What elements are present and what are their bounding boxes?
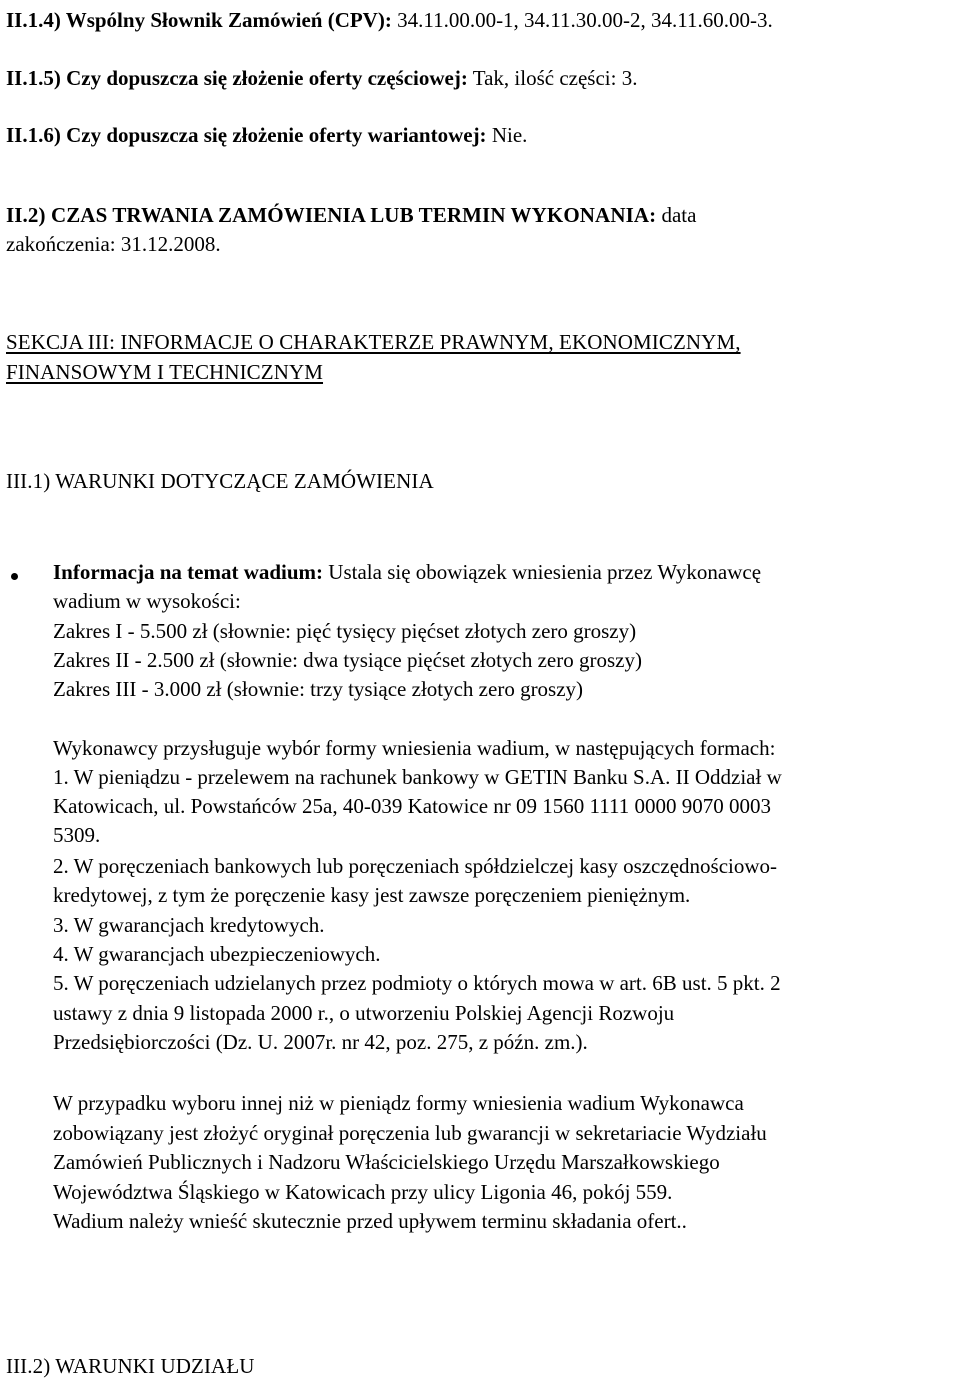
wadium-line-1 <box>53 558 761 587</box>
paragraph-line-1: W przypadku wyboru innej niż w pieniądz formy wniesienia wadium Wykonawca <box>53 1091 744 1115</box>
partial-offer-label: II.1.5) Czy dopuszcza się złożenie oferty częściowej: <box>6 66 468 90</box>
duration-date: zakończenia: 31.12.2008. <box>6 232 221 256</box>
wadium-line-2: wadium w wysokości: <box>53 589 241 613</box>
partial-offer-value: Tak, ilość części: 3. <box>467 66 638 90</box>
variant-offer-line <box>6 121 527 150</box>
paragraph-line-2: zobowiązany jest złożyć oryginał poręczenia lub gwarancji w sekretariacie Wydziału <box>53 1121 767 1145</box>
form-2-line-2: kredytowej, z tym że poręczenie kasy jest zawsze poręczeniem pieniężnym. <box>53 883 691 907</box>
partial-offer-line <box>6 64 637 93</box>
form-5-line-1: 5. W poręczeniach udzielanych przez podmioty o których mowa w art. 6B ust. 5 pkt. 2 <box>53 971 781 995</box>
cpv-value: 34.11.00.00-1, 34.11.30.00-2, 34.11.60.00-3. <box>391 8 773 32</box>
section-3-title-line-1: SEKCJA III: INFORMACJE O CHARAKTERZE PRAWNYM, EKONOMICZNYM, <box>6 330 741 354</box>
duration-label: II.2) CZAS TRWANIA ZAMÓWIENIA LUB TERMIN WYKONANIA: <box>6 203 657 227</box>
section-3-1-heading: III.1) WARUNKI DOTYCZĄCE ZAMÓWIENIA <box>6 469 434 493</box>
wadium-label: Informacja na temat wadium: <box>53 560 324 584</box>
section-3-2-heading: III.2) WARUNKI UDZIAŁU <box>6 1354 255 1378</box>
paragraph-line-4: Województwa Śląskiego w Katowicach przy ulicy Ligonia 46, pokój 559. <box>53 1180 673 1204</box>
zakres-2: Zakres II - 2.500 zł (słownie: dwa tysiące pięćset złotych zero groszy) <box>53 648 642 672</box>
cpv-label: II.1.4) Wspólny Słownik Zamówień (CPV): <box>6 8 392 32</box>
paragraph-line-3: Zamówień Publicznych i Nadzoru Właścicielskiego Urzędu Marszałkowskiego <box>53 1150 720 1174</box>
forms-intro: Wykonawcy przysługuje wybór formy wniesienia wadium, w następujących formach: <box>53 736 776 760</box>
cpv-line <box>6 6 773 35</box>
paragraph-line-5: Wadium należy wnieść skutecznie przed upływem terminu składania ofert.. <box>53 1209 687 1233</box>
form-1-line-2: Katowicach, ul. Powstańców 25a, 40-039 Katowice nr 09 1560 1111 0000 9070 0003 <box>53 794 771 818</box>
section-3-title-line-2: FINANSOWYM I TECHNICZNYM <box>6 360 324 384</box>
variant-offer-label: II.1.6) Czy dopuszcza się złożenie oferty wariantowej: <box>6 123 487 147</box>
form-1-line-3: 5309. <box>53 823 101 847</box>
wadium-value: Ustala się obowiązek wniesienia przez Wykonawcę <box>323 560 762 584</box>
form-1-line-1: 1. W pieniądzu - przelewem na rachunek bankowy w GETIN Banku S.A. II Oddział w <box>53 765 782 789</box>
form-2-line-1: 2. W poręczeniach bankowych lub poręczeniach spółdzielczej kasy oszczędnościowo- <box>53 854 778 878</box>
variant-offer-value: Nie. <box>486 123 528 147</box>
duration-value: data <box>656 203 697 227</box>
form-3: 3. W gwarancjach kredytowych. <box>53 913 325 937</box>
zakres-1: Zakres I - 5.500 zł (słownie: pięć tysięcy pięćset złotych zero groszy) <box>53 619 637 643</box>
form-5-line-3: Przedsiębiorczości (Dz. U. 2007r. nr 42, poz. 275, z późn. zm.). <box>53 1030 588 1054</box>
duration-line <box>6 201 696 230</box>
form-4: 4. W gwarancjach ubezpieczeniowych. <box>53 942 381 966</box>
form-5-line-2: ustawy z dnia 9 listopada 2000 r., o utworzeniu Polskiej Agencji Rozwoju <box>53 1001 675 1025</box>
zakres-3: Zakres III - 3.000 zł (słownie: trzy tysiące złotych zero groszy) <box>53 677 584 701</box>
bullet-icon <box>11 573 18 580</box>
